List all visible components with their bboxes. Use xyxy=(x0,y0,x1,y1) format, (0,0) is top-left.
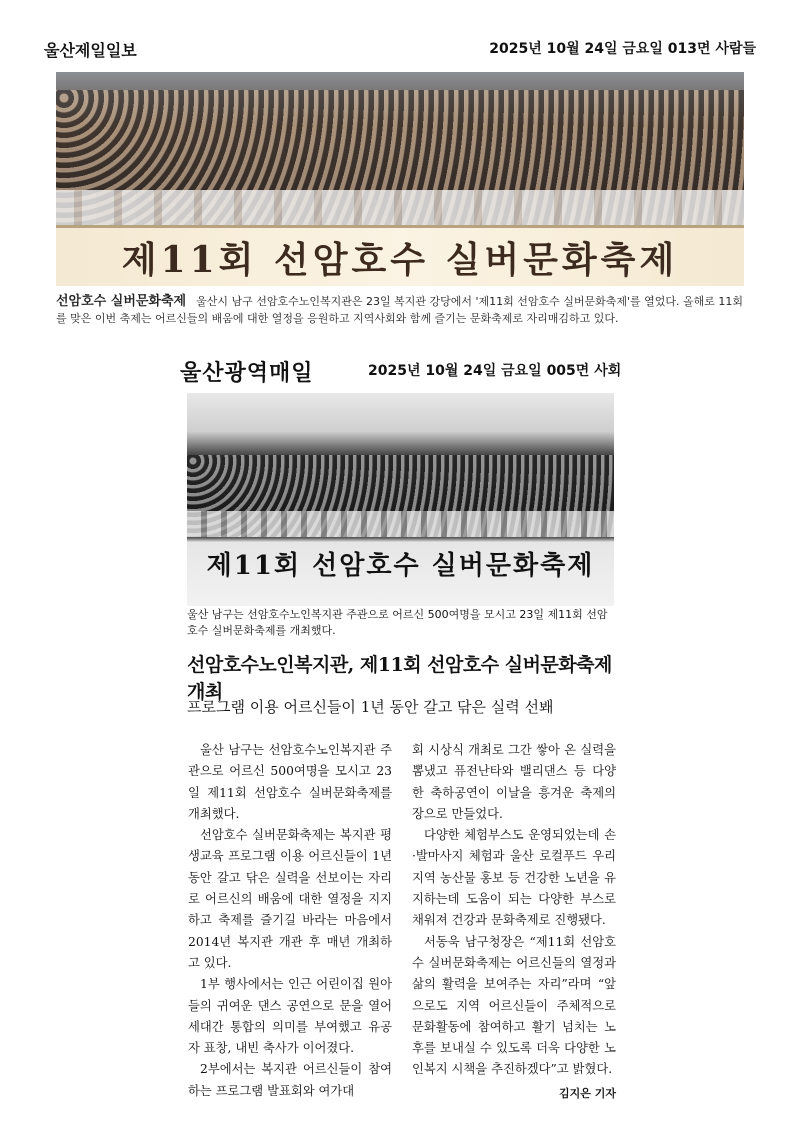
photo-caption-1 xyxy=(56,293,746,327)
photo-caption-2: 울산 남구는 선암호수노인복지관 주관으로 어르신 500여명을 모시고 23일 제11회 선암호수 실버문화축제를 개최했다. xyxy=(187,608,608,637)
festival-banner xyxy=(56,225,744,286)
publication-name-top: 울산제일일보 xyxy=(44,41,137,60)
paragraph: 울산 남구는 선암호수노인복지관 주관으로 어르신 500여명을 모시고 23일 제11회 선암호수 실버문화축제를 개최했다. xyxy=(188,743,392,821)
date-line-second: 2025년 10월 24일 금요일 005면 사회 xyxy=(368,363,622,379)
paragraph xyxy=(412,932,616,1100)
paragraph: 다양한 체험부스도 운영되었는데 손·발마사지 체험과 울산 로컬푸드 우리지역 농산물 홍보 등 건강한 노년을 유지하는데 도움이 되는 다양한 부스로 채워져 건강과 문화축제로 진행됐다. xyxy=(412,828,616,928)
article-column-2 xyxy=(412,740,616,1104)
banner-text-bw: 제11회 선암호수 실버문화축제 xyxy=(206,550,595,581)
byline: 김지은 기자 xyxy=(559,1086,616,1100)
paragraph-text: 서동욱 남구청장은 “제11회 선암호수 실버문화축제는 어르신들의 열정과 삶의 활력을 보여주는 자리”라며 “앞으로도 지역 어르신들이 주체적으로 문화활동에 참여하고 활기 넘치는 노후를 보내실 수 있도록 더욱 다양한 노인복지 시책을 추진하겠다”고 밝혔다. xyxy=(412,934,616,1077)
festival-photo-bw xyxy=(187,393,614,606)
caption-text: 울산시 남구 선암호수노인복지관은 23일 복지관 강당에서 '제11회 선암호수 실버문화축제'를 열었다. 올해로 11회를 맞은 이번 축제는 어르신들의 배움에 대한 열정을 응원하고 지역사회와 함께 즐기는 문화축제로 자리매김하고 있다. xyxy=(56,295,744,325)
paragraph: 1부 행사에서는 인근 어린이집 원아들의 귀여운 댄스 공연으로 문을 열어 세대간 통합의 의미를 부여했고 유공자 표창, 내빈 축사가 이어졌다. xyxy=(188,977,392,1056)
article-subheadline: 프로그램 이용 어르신들이 1년 동안 갈고 닦은 실력 선봬 xyxy=(187,698,554,716)
article-headline: 선암호수노인복지관, 제11회 선암호수 실버문화축제 개최 xyxy=(187,654,612,703)
publication-name-second: 울산광역매일 xyxy=(180,361,314,386)
banner-text: 제11회 선암호수 실버문화축제 xyxy=(121,238,679,281)
paragraph: 2부에서는 복지관 어르신들이 참여하는 프로그램 발표회와 여가대 xyxy=(188,1062,392,1098)
paragraph: 선암호수 실버문화축제는 복지관 평생교육 프로그램 이용 어르신들이 1년 동안 갈고 닦은 실력을 선보이는 자리로 어르신의 배움에 대한 열정을 지지하고 축제를 즐기길 바라는 마음에서 2014년 복지관 개관 후 매년 개최하고 있다. xyxy=(188,828,392,970)
festival-banner-bw xyxy=(187,538,614,588)
paragraph: 회 시상식 개최로 그간 쌓아 온 실력을 뽐냈고 퓨전난타와 밸리댄스 등 다양한 축하공연이 이날을 흥겨운 축제의 장으로 만들었다. xyxy=(412,743,616,821)
caption-title: 선암호수 실버문화축제 xyxy=(56,294,187,309)
article-column-1 xyxy=(188,740,392,1102)
date-line-top: 2025년 10월 24일 금요일 013면 사람들 xyxy=(489,41,756,57)
festival-photo-color xyxy=(56,72,744,286)
